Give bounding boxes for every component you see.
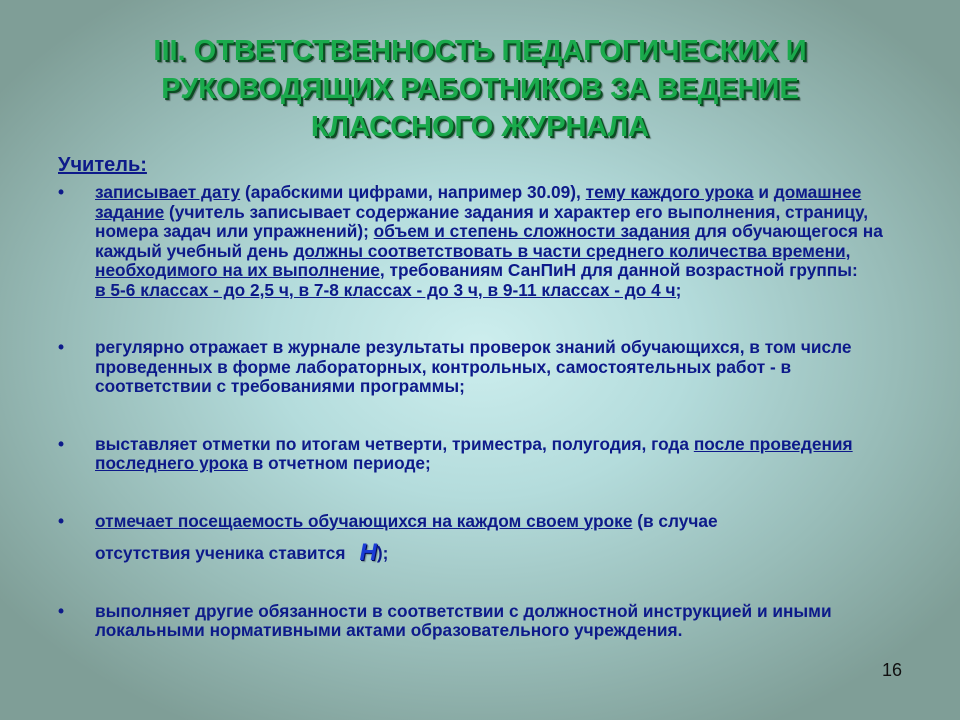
list-item-record-date xyxy=(58,183,908,300)
segment: отсутствия ученика ставится xyxy=(95,543,346,563)
list-item-record-results xyxy=(58,338,908,397)
segment: , требованиям СанПиН для данной возрастной группы: xyxy=(379,260,858,280)
list-item-final-grades xyxy=(58,435,908,474)
slide-title-line-3: КЛАССНОГО ЖУРНАЛА xyxy=(310,111,650,143)
segment: (учитель записывает содержание задания и характер его выполнения, страницу, номера задач или упражнений); xyxy=(95,201,869,241)
duties-list xyxy=(58,183,908,641)
segment: и xyxy=(753,182,774,202)
list-item-attendance xyxy=(58,512,908,564)
section-label-teacher: Учитель: xyxy=(58,154,147,176)
list-item-other-duties xyxy=(58,602,908,641)
segment: регулярно отражает в журнале результаты проверок знаний обучающихся, в том числе проведенных в форме лабораторных, контрольных, самостоятельных работ - в соответствии с требованиями программы; xyxy=(95,337,852,396)
bullet-icon: • xyxy=(58,337,65,357)
segment: (арабскими цифрами, например 30.09), xyxy=(240,182,586,202)
homework-hours-norms: в 5-6 классах - до 2,5 ч, в 7-8 классах - до 3 ч, в 9-11 классах - до 4 ч; xyxy=(95,279,682,300)
segment: должны соответствовать в части среднего количества времени, необходимого на их выполнение xyxy=(95,240,851,280)
slide-title-line-1: III. ОТВЕТСТВЕННОСТЬ ПЕДАГОГИЧЕСКИХ И xyxy=(153,35,807,67)
bullet-icon: • xyxy=(58,600,65,621)
segment: отмечает посещаемость обучающихся на каждом своем уроке xyxy=(95,510,633,531)
slide-title-line-2: РУКОВОДЯЩИХ РАБОТНИКОВ ЗА ВЕДЕНИЕ xyxy=(161,73,799,105)
bullet-icon: • xyxy=(58,182,65,202)
segment: выполняет другие обязанности в соответствии с должностной инструкцией и иными локальными нормативными актами образовательного учреждения. xyxy=(95,600,832,640)
segment: (в случае xyxy=(632,510,718,531)
bullet-icon: • xyxy=(58,510,65,531)
slide-title xyxy=(60,32,900,146)
segment: после проведения последнего урока xyxy=(95,433,853,473)
segment: тему каждого урока xyxy=(585,182,754,202)
bullet-icon: • xyxy=(58,433,65,454)
segment: выставляет отметки по итогам четверти, триместра, полугодия, года xyxy=(95,433,694,454)
segment: ); xyxy=(376,543,389,563)
segment: для обучающегося на каждый учебный день xyxy=(95,221,883,261)
segment: объем и степень сложности задания xyxy=(373,221,691,241)
page-number: 16 xyxy=(882,660,903,680)
segment: домашнее задание xyxy=(95,182,862,222)
absence-mark-h: Н xyxy=(359,539,377,566)
attendance-line-2 xyxy=(95,539,908,566)
segment: в отчетном периоде; xyxy=(247,453,431,473)
segment: записывает дату xyxy=(95,182,241,202)
